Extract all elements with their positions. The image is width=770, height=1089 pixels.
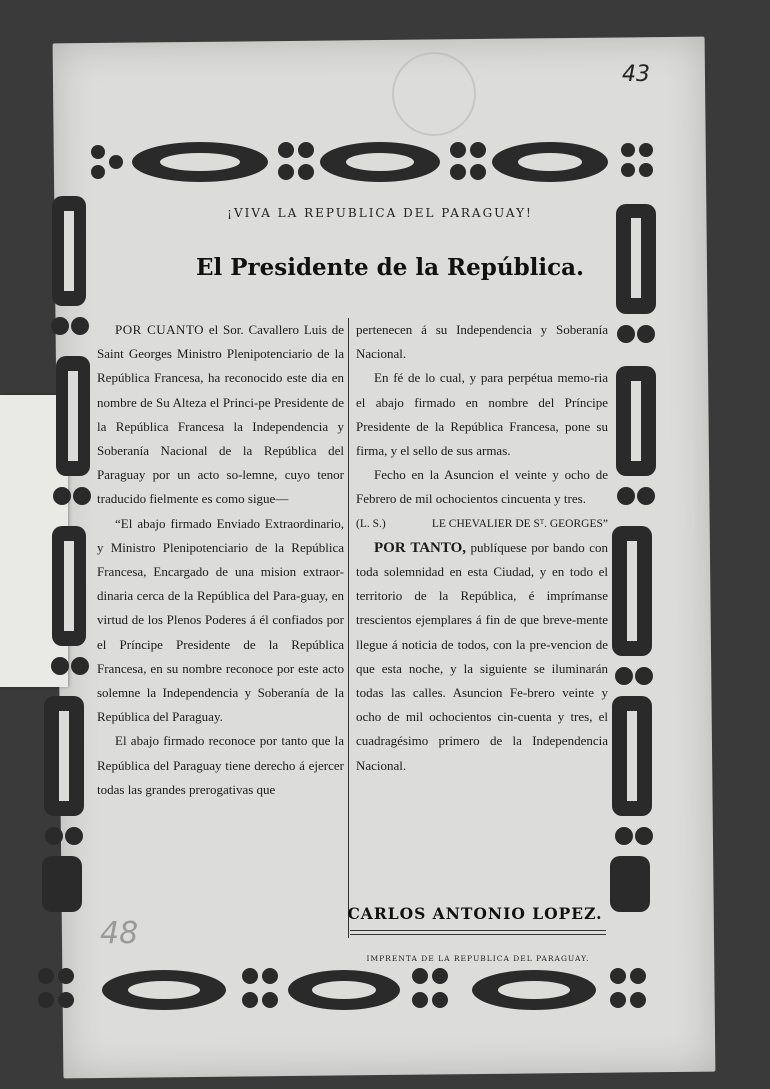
seal-line [356,512,608,536]
por-cuanto-lead: POR CUANTO [115,322,205,337]
left-column [97,318,344,802]
right-paragraph-4-text: publíquese por bando con toda solemnidad en esta Ciudad, y en todo el territorio de la República, é imprímanse trescientos ejemplares á fin de que breve-mente llegue á noticia de todos, con la pre-vencion de que esta noche, y la siguiente se iluminarán todas las calles. Asuncion Fe-brero veinte y ocho de mil ochocientos cin-cuenta y tres, el cuadragésimo primero de la Independencia Nacional. [356,539,608,773]
signature-rule-2 [350,934,606,935]
heading-viva: ¡VIVA LA REPUBLICA DEL PARAGUAY! [227,206,533,220]
ls-mark: (L. S.) [356,517,386,530]
left-paragraph-3: El abajo firmado reconoce por tanto que la República del Paraguay tiene derecho á ejercer todas las grandes prerogativas que [97,733,344,797]
right-paragraph-2: En fé de lo cual, y para perpétua memo-ria el abajo firmado en nombre del Príncipe Presidente de la República Francesa, pone su firma, y el sello de sus armas. [356,370,608,459]
president-signature: CARLOS ANTONIO LOPEZ. [347,904,603,923]
left-paragraph-1 [97,318,344,512]
bottom-ornament-border [34,962,664,1020]
left-paragraph-2: “El abajo firmado Enviado Extraordinario, y Ministro Plenipotenciario de la República Francesa, Encargado de una mision extraor-dinaria cerca de la República del Para-guay, en virtud de los Plenos Poderes á él confiados por el Príncipe Presidente de la República Francesa, en su nombre reconoce por este acto solemne la Independencia y Soberanía de la República del Paraguay. [97,515,344,725]
right-ornament-border [606,196,670,916]
page-number: 43 [622,62,650,87]
right-paragraph-1: pertenecen á su Independencia y Soberanía Nacional. [356,322,608,362]
chevalier-signature: LE CHEVALIER DE Sᵀ. GEORGES” [431,517,608,530]
top-ornament-border [80,136,670,192]
faded-seal-stamp [392,52,476,136]
printer-imprint: IMPRENTA DE LA REPUBLICA DEL PARAGUAY. [366,954,590,963]
left-paragraph-1-text: el Sor. Cavallero Luis de Saint Georges Ministro Plenipotenciario de la República Francesa, ha reconocido este dia en nombre de Su Alteza el Princi-pe Presidente de la República Francesa la Independencia y Soberanía Nacional de la República del Paraguay por un acto so-lemne, cuyo tenor traducido fielmente es como sigue— [97,322,345,507]
left-ornament-border [34,196,98,916]
right-paragraph-3: Fecho en la Asuncion el veinte y ocho de Febrero de mil ochocientos cincuenta y tres. [356,467,608,507]
document-title: El Presidente de la República. [195,254,585,281]
por-tanto-lead: POR TANTO, [374,539,467,556]
handwritten-mark: 48 [100,916,139,951]
right-column [356,318,608,778]
right-paragraph-4 [356,536,608,778]
column-divider [348,318,349,938]
signature-rule [350,930,606,931]
